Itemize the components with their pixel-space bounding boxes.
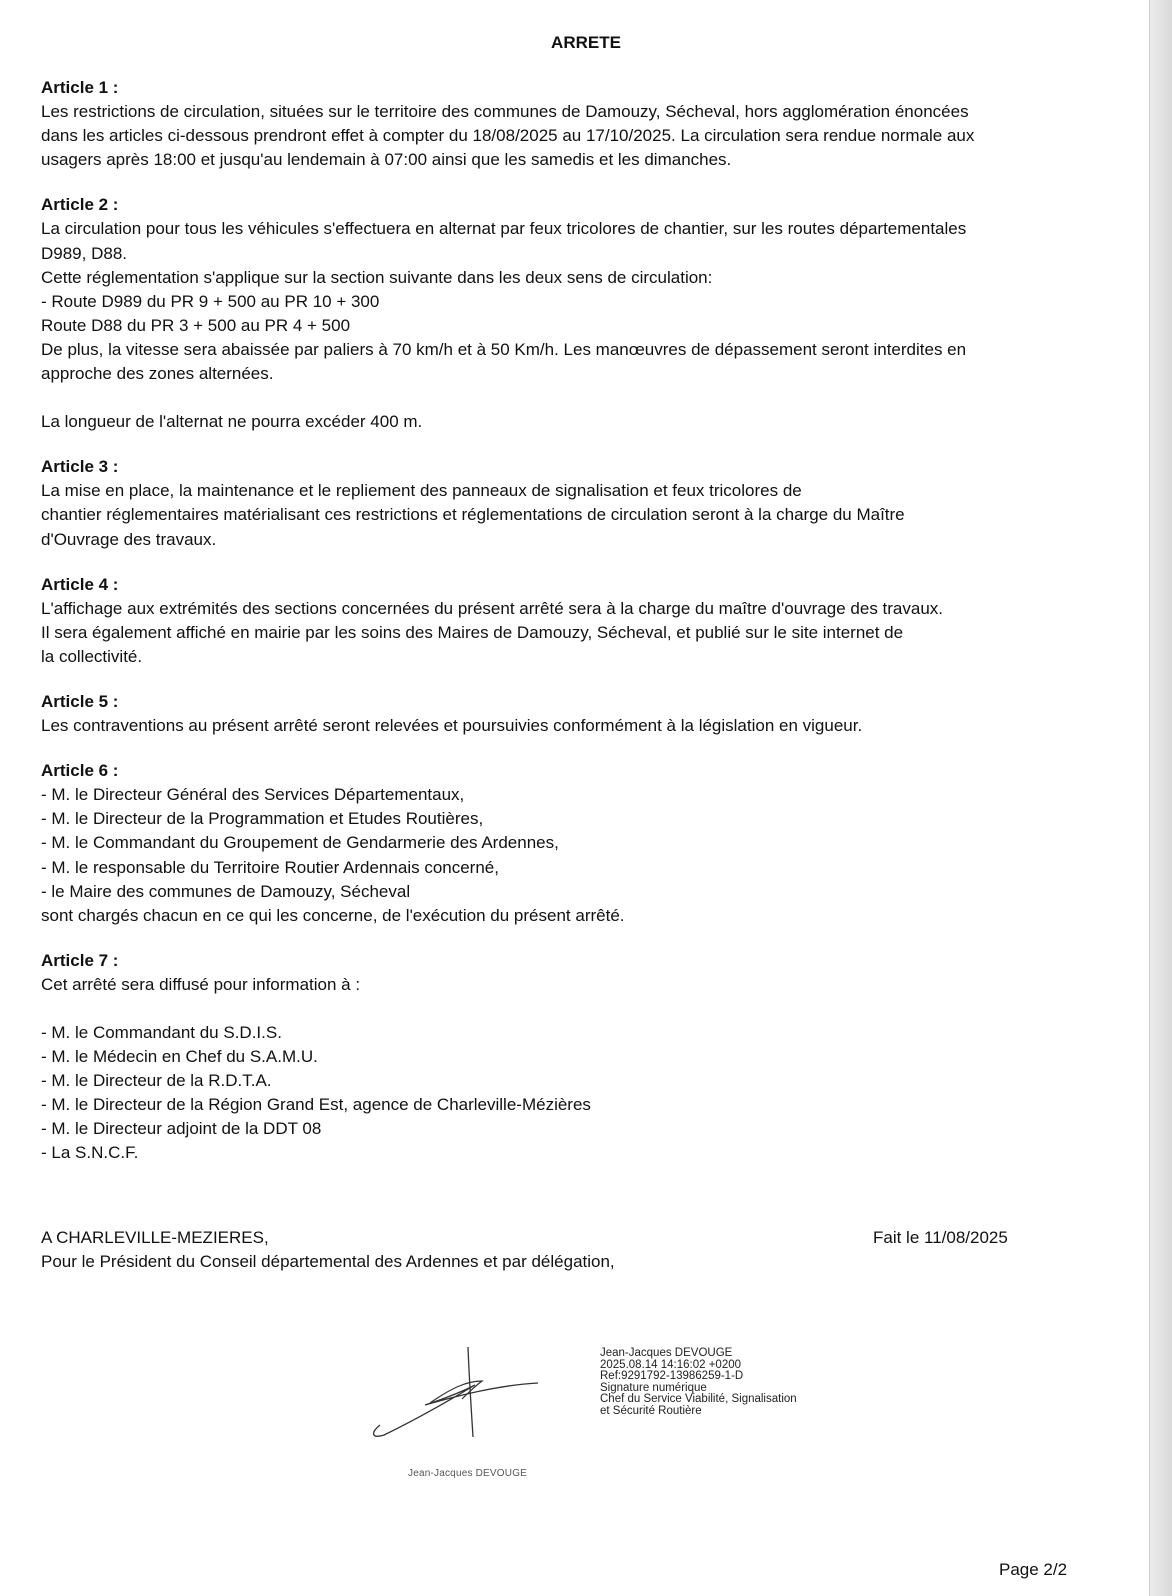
article-line: Route D88 du PR 3 + 500 au PR 4 + 500: [41, 315, 351, 335]
signature-line: Signature numérique: [600, 1381, 707, 1394]
article-line: - La S.N.C.F.: [41, 1143, 139, 1163]
page-number: Page 2/2: [999, 1560, 1068, 1579]
article-heading: Article 6 :: [41, 761, 119, 781]
article-line: Cette réglementation s'applique sur la section suivante dans les deux sens de circulation:: [41, 267, 713, 287]
article-line: la collectivité.: [41, 646, 143, 666]
article-5: [41, 690, 1121, 738]
article-7: [41, 949, 1121, 1166]
digital-signature-block: [600, 1348, 797, 1417]
article-line: - M. le Directeur de la Programmation et Etudes Routières,: [41, 809, 484, 829]
article-heading: Article 4 :: [41, 574, 119, 594]
page-edge-shadow: [1149, 0, 1172, 1596]
article-heading: Article 1 :: [41, 78, 119, 97]
article-line: - le Maire des communes de Damouzy, Sécheval: [41, 881, 411, 901]
signature-line: 2025.08.14 14:16:02 +0200: [600, 1358, 742, 1371]
article-line: De plus, la vitesse sera abaissée par paliers à 70 km/h et à 50 Km/h. Les manœuvres de dépassement seront interdites en: [41, 339, 967, 359]
blank-line: [41, 997, 1121, 1021]
article-line: Cet arrêté sera diffusé pour information à :: [41, 974, 361, 994]
article-4: [41, 573, 1121, 669]
article-line: - M. le Directeur de la R.D.T.A.: [41, 1071, 272, 1091]
document-title: ARRETE: [551, 33, 621, 52]
article-line: La mise en place, la maintenance et le repliement des panneaux de signalisation et feux tricolores de: [41, 481, 802, 501]
articles-body: [41, 76, 1121, 1187]
article-line: - Route D989 du PR 9 + 500 au PR 10 + 300: [41, 291, 380, 311]
closing-delegation: Pour le Président du Conseil départemental des Ardennes et par délégation,: [41, 1252, 615, 1272]
article-2: [41, 193, 1121, 434]
closing-date: Fait le 11/08/2025: [873, 1228, 1008, 1247]
article-line: L'affichage aux extrémités des sections concernées du présent arrêté sera à la charge du maître d'ouvrage des travaux.: [41, 598, 944, 618]
article-line: chantier réglementaires matérialisant ces restrictions et réglementations de circulation seront à la charge du Maître: [41, 505, 905, 525]
article-heading: Article 5 :: [41, 691, 119, 711]
article-1: [41, 76, 1121, 172]
article-line: - M. le Directeur de la Région Grand Est, agence de Charleville-Mézières: [41, 1095, 591, 1115]
article-line: Les restrictions de circulation, situées sur le territoire des communes de Damouzy, Sécheval, hors agglomération énoncées: [41, 102, 969, 122]
article-line: - M. le Directeur Général des Services Départementaux,: [41, 785, 465, 805]
article-line: - M. le Commandant du Groupement de Gendarmerie des Ardennes,: [41, 833, 559, 853]
signature-line: Chef du Service Viabilité, Signalisation: [600, 1393, 797, 1405]
signature-line: Jean-Jacques DEVOUGE: [600, 1347, 733, 1359]
handwritten-signature: [370, 1345, 570, 1445]
article-heading: Article 3 :: [41, 457, 119, 477]
article-line: La circulation pour tous les véhicules s'effectuera en alternat par feux tricolores de chantier, sur les routes départementales: [41, 219, 967, 239]
article-line: - M. le Commandant du S.D.I.S.: [41, 1023, 282, 1042]
article-line: approche des zones alternées.: [41, 364, 274, 384]
signature-name: Jean-Jacques DEVOUGE: [408, 1468, 528, 1479]
article-heading: Article 2 :: [41, 195, 119, 215]
article-line: d'Ouvrage des travaux.: [41, 529, 217, 549]
closing-place: A CHARLEVILLE-MEZIERES,: [41, 1228, 269, 1247]
article-line: - M. le Directeur adjoint de la DDT 08: [41, 1119, 322, 1139]
article-line: La longueur de l'alternat ne pourra excéder 400 m.: [41, 412, 423, 432]
article-6: [41, 759, 1121, 928]
article-line: D989, D88.: [41, 243, 127, 263]
article-3: [41, 455, 1121, 551]
signature-line: et Sécurité Routière: [600, 1404, 702, 1417]
signature-line: Ref:9291792-13986259-1-D: [600, 1370, 744, 1382]
article-line: usagers après 18:00 et jusqu'au lendemain à 07:00 ainsi que les samedis et les dimanches.: [41, 150, 732, 170]
article-line: Les contraventions au présent arrêté seront relevées et poursuivies conformément à la législation en vigueur.: [41, 716, 863, 736]
article-heading: Article 7 :: [41, 950, 119, 970]
article-line: sont chargés chacun en ce qui les concerne, de l'exécution du présent arrêté.: [41, 905, 625, 925]
article-line: - M. le Médecin en Chef du S.A.M.U.: [41, 1047, 318, 1067]
article-line: - M. le responsable du Territoire Routier Ardennais concerné,: [41, 857, 499, 877]
article-line: Il sera également affiché en mairie par les soins des Maires de Damouzy, Sécheval, et publié sur le site internet de: [41, 622, 904, 642]
blank-line: [41, 386, 1121, 410]
article-line: dans les articles ci-dessous prendront effet à compter du 18/08/2025 au 17/10/2025. La circulation sera rendue normale aux: [41, 126, 975, 146]
